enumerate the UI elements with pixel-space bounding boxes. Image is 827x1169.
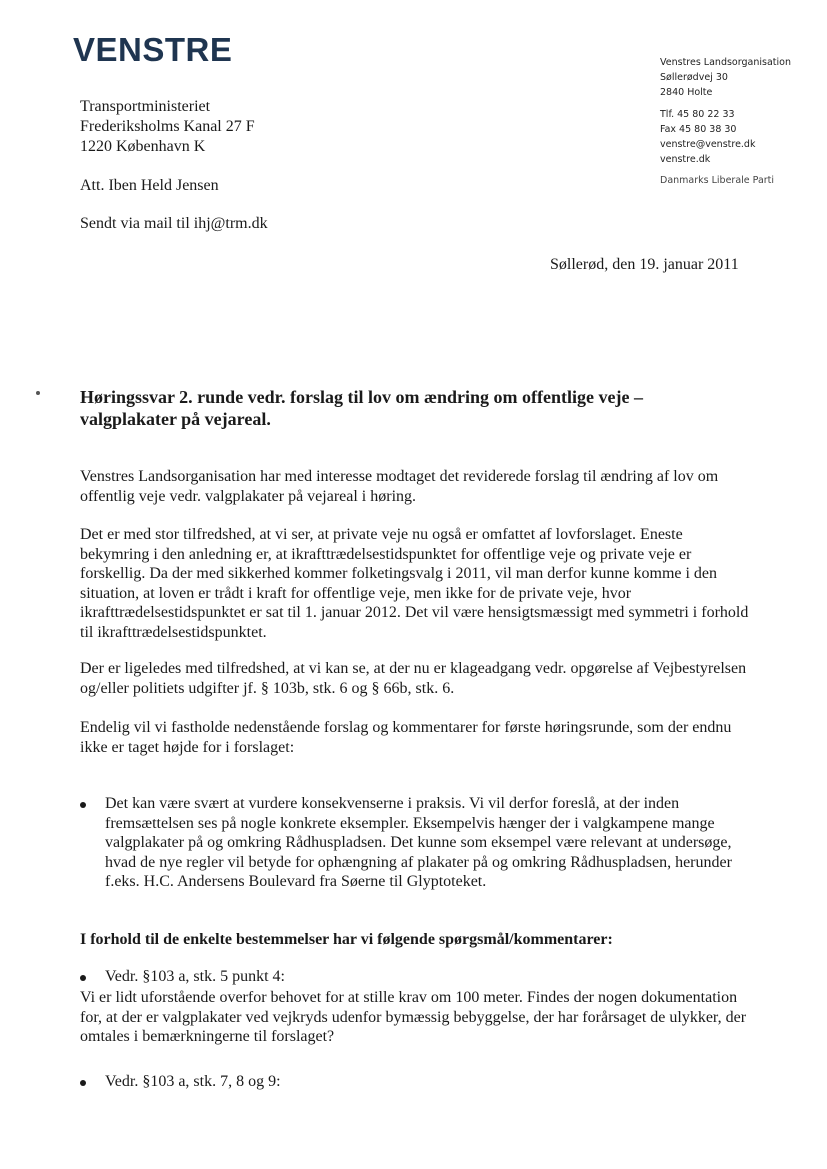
sender-party: Danmarks Liberale Parti [660, 175, 775, 186]
paragraph-private-roads: Det er med stor tilfredshed, at vi ser, at private veje nu også er omfattet af lovforslaget. Eneste bekymring i den anledning er, at ikrafttrædelsestidspunktet for offentlige veje og private veje er forskellig. Da der med sikkerhed kommer folketingsvalg i 2011, vil man derfor kunne komme i den situation, at loven er trådt i kraft for offentlige veje, men ikke for de private veje, hvor ikrafttrædelsestidspunktet er sat til 1. januar 2012. Det vil være hensigtsmæssigt med symmetri i forhold til ikrafttrædelsestidspunktet. [80, 526, 749, 641]
bullet-text: Det kan være svært at vurdere konsekvenserne i praksis. Vi vil derfor foreslå, at der inden fremsættelsen ses på nogle konkrete eksempler. Eksempelvis hænger der i valgkampene mange valgplakater på og omkring Rådhuspladsen. Det kunne som eksempel være relevant at undersøge, hvad de nye regler vil betyde for ophængning af plakater på og omkring Rådhuspladsen, herunder f.eks. H.C. Andersens Boulevard fra Søerne til Glyptoteket. [105, 795, 732, 890]
sender-fax: Fax 45 80 38 30 [660, 124, 737, 135]
bullet-icon [80, 1080, 86, 1086]
venstre-logo: VENSTRE [73, 31, 233, 68]
date-line: Søllerød, den 19. januar 2011 [550, 256, 739, 273]
paragraph-intro: Venstres Landsorganisation har med interesse modtaget det reviderede forslag til ændring af lov om offentlig veje vedr. valgplakater på vejareal i høring. [80, 468, 719, 505]
recipient-line-1: Transportministeriet [80, 98, 211, 115]
sender-phone: Tlf. 45 80 22 33 [660, 109, 735, 120]
paragraph-proposals: Endelig vil vi fastholde nedenstående forslag og kommentarer for første høringsrunde, som der endnu ikke er taget højde for i forslaget: [80, 719, 732, 756]
bullet-label: Vedr. §103 a, stk. 5 punkt 4: [105, 968, 285, 985]
sender-web: venstre.dk [660, 154, 711, 165]
section-heading: I forhold til de enkelte bestemmelser har vi følgende spørgsmål/kommentarer: [80, 931, 613, 948]
sender-street: Søllerødvej 30 [660, 72, 728, 83]
bullet-label: Vedr. §103 a, stk. 7, 8 og 9: [105, 1073, 281, 1090]
list-item [80, 967, 752, 987]
sender-org: Venstres Landsorganisation [660, 57, 791, 68]
margin-dot [36, 391, 40, 395]
bullet-item-103a-stk789 [80, 1072, 752, 1092]
paragraph-complaint-access: Der er ligeledes med tilfredshed, at vi kan se, at der nu er klageadgang vedr. opgørelse af Vejbestyrelsen og/eller politiets udgifter jf. § 103b, stk. 6 og § 66b, stk. 6. [80, 660, 747, 697]
bullet-icon [80, 802, 86, 808]
comment-103a-stk5: Vi er lidt uforstående overfor behovet for at stille krav om 100 meter. Findes der nogen dokumentation for, at der er valgplakater ved vejkryds udenfor bymæssig bebyggelse, der har forårsaget de ulykker, der omtales i bemærkningerne til forslaget? [80, 989, 747, 1045]
subject-heading: Høringssvar 2. runde vedr. forslag til lov om ændring om offentlige veje – valgplakater på vejareal. [80, 387, 643, 429]
sent-via-line: Sendt via mail til ihj@trm.dk [80, 215, 268, 232]
recipient-address [80, 97, 255, 157]
attention-line: Att. Iben Held Jensen [80, 177, 219, 194]
sender-email: venstre@venstre.dk [660, 139, 756, 150]
recipient-line-2: Frederiksholms Kanal 27 F [80, 118, 255, 135]
recipient-line-3: 1220 København K [80, 138, 206, 155]
bullet-item-103a-stk5 [80, 967, 752, 987]
list-item [80, 794, 752, 892]
sender-city: 2840 Holte [660, 87, 713, 98]
bullet-icon [80, 975, 86, 981]
list-item [80, 1072, 752, 1092]
sender-address-block [660, 55, 825, 188]
bullet-list-examples [80, 794, 752, 892]
